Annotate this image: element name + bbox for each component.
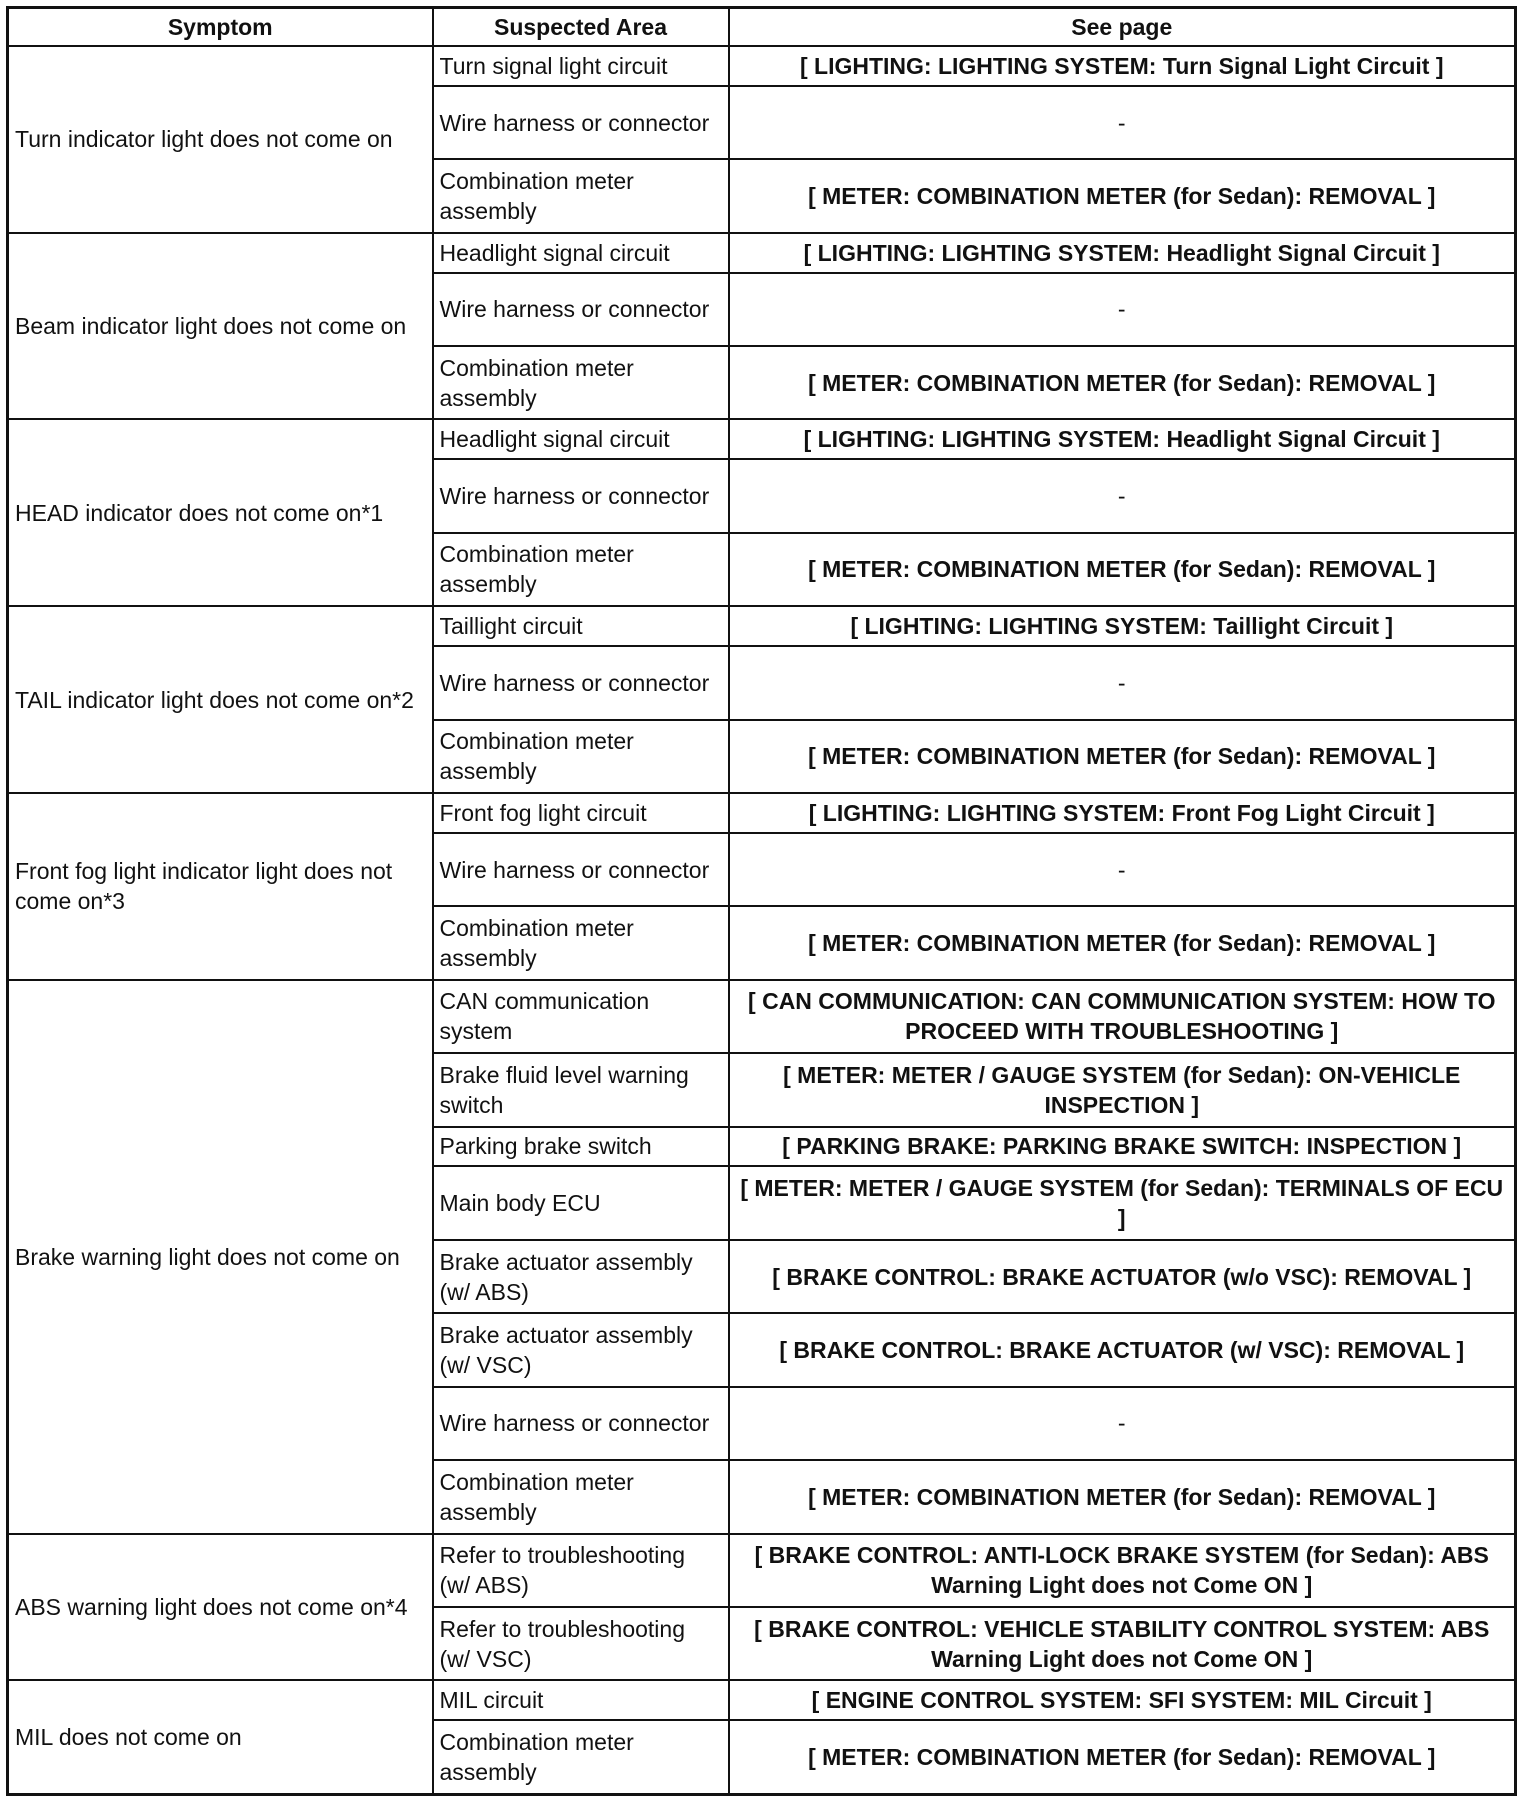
suspected-area-cell: Turn signal light circuit: [433, 46, 729, 86]
symptom-cell: TAIL indicator light does not come on*2: [8, 606, 433, 793]
suspected-area-cell: Brake actuator assembly (w/ ABS): [433, 1240, 729, 1313]
suspected-area-cell: Wire harness or connector: [433, 833, 729, 906]
see-page-reference-link[interactable]: [ METER: COMBINATION METER (for Sedan): REMOVAL ]: [729, 906, 1516, 979]
see-page-reference-link[interactable]: [ METER: COMBINATION METER (for Sedan): REMOVAL ]: [729, 1460, 1516, 1533]
suspected-area-cell: Headlight signal circuit: [433, 419, 729, 459]
suspected-area-cell: Wire harness or connector: [433, 459, 729, 532]
see-page-reference-link[interactable]: [ ENGINE CONTROL SYSTEM: SFI SYSTEM: MIL Circuit ]: [729, 1680, 1516, 1720]
see-page-reference-link[interactable]: [ BRAKE CONTROL: ANTI-LOCK BRAKE SYSTEM (for Sedan): ABS Warning Light does not Come ON ]: [729, 1534, 1516, 1607]
suspected-area-cell: Combination meter assembly: [433, 720, 729, 793]
table-row: [8, 793, 1516, 833]
suspected-area-cell: Brake fluid level warning switch: [433, 1053, 729, 1126]
suspected-area-cell: Combination meter assembly: [433, 533, 729, 606]
see-page-reference-link[interactable]: [ LIGHTING: LIGHTING SYSTEM: Taillight Circuit ]: [729, 606, 1516, 646]
table-row: [8, 1534, 1516, 1607]
symptom-cell: Front fog light indicator light does not come on*3: [8, 793, 433, 980]
see-page-reference-link[interactable]: [ BRAKE CONTROL: VEHICLE STABILITY CONTROL SYSTEM: ABS Warning Light does not Come ON ]: [729, 1607, 1516, 1680]
table-row: [8, 419, 1516, 459]
suspected-area-cell: Taillight circuit: [433, 606, 729, 646]
suspected-area-cell: Wire harness or connector: [433, 1387, 729, 1460]
troubleshooting-sheet: [6, 6, 1514, 1796]
see-page-reference-link[interactable]: [ BRAKE CONTROL: BRAKE ACTUATOR (w/ VSC): REMOVAL ]: [729, 1313, 1516, 1386]
table-row: [8, 980, 1516, 1053]
suspected-area-column-header: Suspected Area: [433, 8, 729, 47]
suspected-area-cell: CAN communication system: [433, 980, 729, 1053]
table-row: [8, 46, 1516, 86]
symptom-cell: HEAD indicator does not come on*1: [8, 419, 433, 606]
suspected-area-cell: Wire harness or connector: [433, 646, 729, 719]
suspected-area-cell: Combination meter assembly: [433, 346, 729, 419]
suspected-area-cell: Refer to troubleshooting (w/ ABS): [433, 1534, 729, 1607]
suspected-area-cell: Brake actuator assembly (w/ VSC): [433, 1313, 729, 1386]
see-page-reference-link[interactable]: [ METER: METER / GAUGE SYSTEM (for Sedan): ON-VEHICLE INSPECTION ]: [729, 1053, 1516, 1126]
suspected-area-cell: MIL circuit: [433, 1680, 729, 1720]
suspected-area-cell: Main body ECU: [433, 1166, 729, 1239]
see-page-reference-link[interactable]: [ LIGHTING: LIGHTING SYSTEM: Turn Signal Light Circuit ]: [729, 46, 1516, 86]
see-page-reference-link[interactable]: [ PARKING BRAKE: PARKING BRAKE SWITCH: INSPECTION ]: [729, 1127, 1516, 1167]
table-row: [8, 606, 1516, 646]
symptom-cell: Brake warning light does not come on: [8, 980, 433, 1534]
symptom-cell: Turn indicator light does not come on: [8, 46, 433, 233]
see-page-reference-link[interactable]: [ METER: COMBINATION METER (for Sedan): REMOVAL ]: [729, 346, 1516, 419]
suspected-area-cell: Combination meter assembly: [433, 159, 729, 232]
see-page-empty-cell: -: [729, 459, 1516, 532]
suspected-area-cell: Wire harness or connector: [433, 273, 729, 346]
suspected-area-cell: Combination meter assembly: [433, 906, 729, 979]
see-page-reference-link[interactable]: [ LIGHTING: LIGHTING SYSTEM: Headlight Signal Circuit ]: [729, 233, 1516, 273]
symptom-column-header: Symptom: [8, 8, 433, 47]
table-header-row: [8, 8, 1516, 47]
see-page-empty-cell: -: [729, 1387, 1516, 1460]
table-row: [8, 1680, 1516, 1720]
symptom-cell: MIL does not come on: [8, 1680, 433, 1794]
see-page-empty-cell: -: [729, 646, 1516, 719]
see-page-reference-link[interactable]: [ BRAKE CONTROL: BRAKE ACTUATOR (w/o VSC): REMOVAL ]: [729, 1240, 1516, 1313]
suspected-area-cell: Wire harness or connector: [433, 86, 729, 159]
see-page-reference-link[interactable]: [ METER: COMBINATION METER (for Sedan): REMOVAL ]: [729, 720, 1516, 793]
see-page-empty-cell: -: [729, 273, 1516, 346]
table-body: [8, 46, 1516, 1795]
see-page-reference-link[interactable]: [ LIGHTING: LIGHTING SYSTEM: Headlight Signal Circuit ]: [729, 419, 1516, 459]
see-page-reference-link[interactable]: [ METER: COMBINATION METER (for Sedan): REMOVAL ]: [729, 533, 1516, 606]
see-page-column-header: See page: [729, 8, 1516, 47]
suspected-area-cell: Parking brake switch: [433, 1127, 729, 1167]
table-row: [8, 233, 1516, 273]
suspected-area-cell: Refer to troubleshooting (w/ VSC): [433, 1607, 729, 1680]
see-page-empty-cell: -: [729, 833, 1516, 906]
see-page-reference-link[interactable]: [ CAN COMMUNICATION: CAN COMMUNICATION SYSTEM: HOW TO PROCEED WITH TROUBLESHOOTING ]: [729, 980, 1516, 1053]
suspected-area-cell: Combination meter assembly: [433, 1720, 729, 1794]
symptom-cell: Beam indicator light does not come on: [8, 233, 433, 420]
suspected-area-cell: Front fog light circuit: [433, 793, 729, 833]
see-page-empty-cell: -: [729, 86, 1516, 159]
see-page-reference-link[interactable]: [ LIGHTING: LIGHTING SYSTEM: Front Fog Light Circuit ]: [729, 793, 1516, 833]
see-page-reference-link[interactable]: [ METER: COMBINATION METER (for Sedan): REMOVAL ]: [729, 1720, 1516, 1794]
suspected-area-cell: Headlight signal circuit: [433, 233, 729, 273]
symptom-cell: ABS warning light does not come on*4: [8, 1534, 433, 1681]
see-page-reference-link[interactable]: [ METER: METER / GAUGE SYSTEM (for Sedan): TERMINALS OF ECU ]: [729, 1166, 1516, 1239]
suspected-area-cell: Combination meter assembly: [433, 1460, 729, 1533]
problem-symptoms-table: [6, 6, 1517, 1796]
see-page-reference-link[interactable]: [ METER: COMBINATION METER (for Sedan): REMOVAL ]: [729, 159, 1516, 232]
